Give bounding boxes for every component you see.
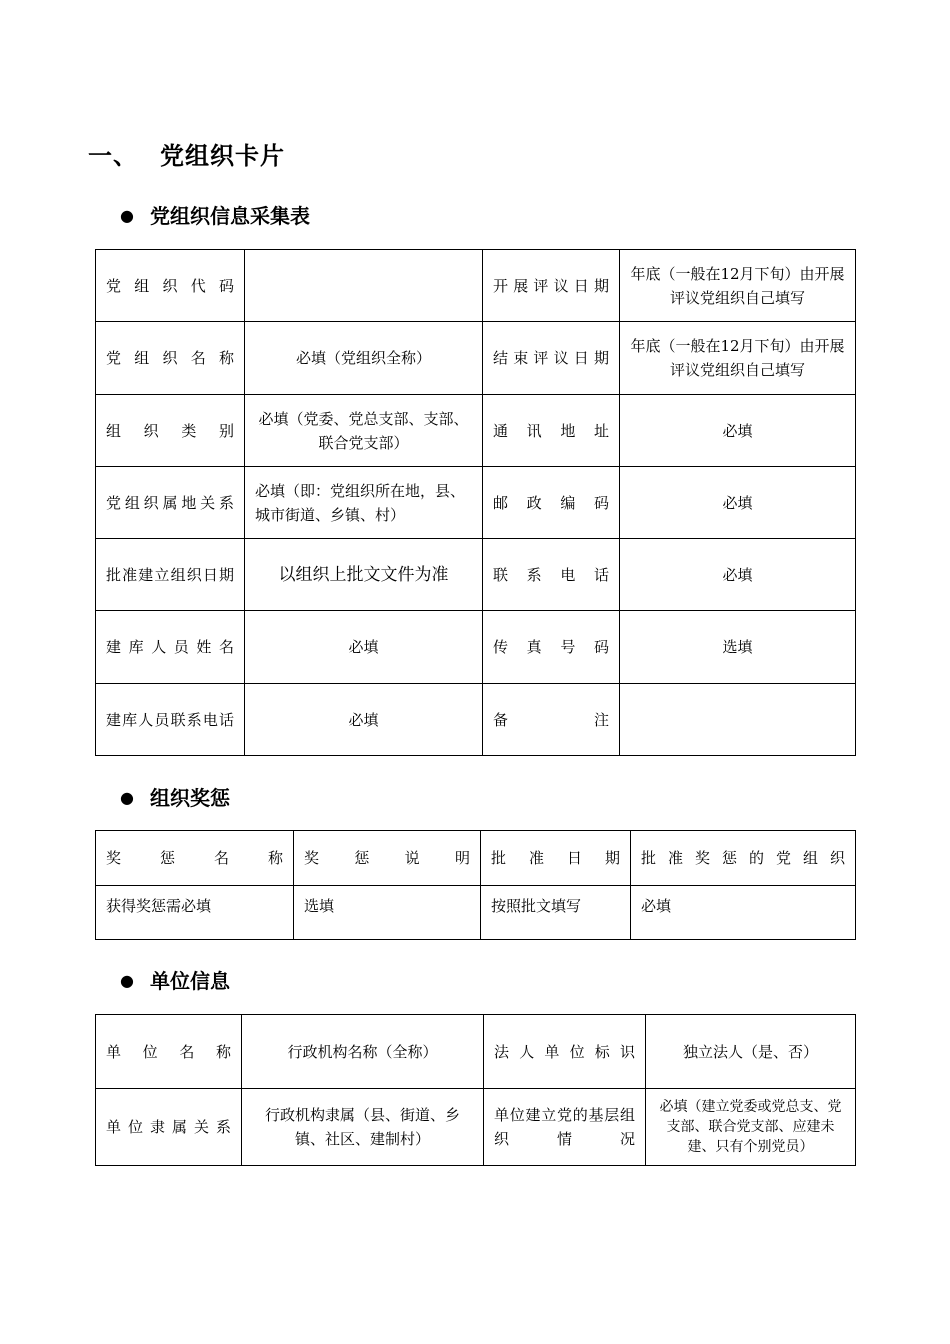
table-row [96,1089,856,1166]
section-title-unit: ● 单位信息 [120,969,230,993]
value-review-end: 年底（一般在12月下旬）由开展评议党组织自己填写 [620,322,856,395]
value-phone: 必填 [620,539,856,611]
value-reward-desc: 选填 [294,886,481,940]
bullet-icon: ● [120,788,134,807]
value-approving-org: 必填 [631,886,856,940]
section-title-info: ● 党组织信息采集表 [120,204,310,228]
section-title-rewards: ● 组织奖惩 [120,786,230,810]
value-operator-phone: 必填 [245,684,483,756]
label-fax: 传真号码 [483,611,620,684]
unit-table [95,1014,856,1166]
table-row [96,467,856,539]
label-org-code: 党组织代码 [96,250,245,322]
value-territory: 必填（即：党组织所在地，县、城市街道、乡镇、村） [245,467,483,539]
page-heading [88,136,285,171]
label-grassroots-org: 单位建立党的基层组织情况 [484,1089,646,1166]
header-approving-org: 批准奖惩的党组织 [631,831,856,886]
label-founded-date: 批准建立组织日期 [96,539,245,611]
table-row [96,1015,856,1089]
label-unit-affiliation: 单位隶属关系 [96,1089,242,1166]
table-row [96,611,856,684]
table-row [96,684,856,756]
value-founded-date: 以组织上批文文件为准 [245,539,483,611]
value-unit-name: 行政机构名称（全称） [242,1015,484,1089]
value-postcode: 必填 [620,467,856,539]
bullet-icon: ● [120,206,134,225]
label-org-name: 党组织名称 [96,322,245,395]
value-org-name: 必填（党组织全称） [245,322,483,395]
header-reward-desc: 奖惩说明 [294,831,481,886]
table-row [96,831,856,886]
label-operator-phone: 建库人员联系电话 [96,684,245,756]
heading-number: 一、 [88,142,138,170]
label-territory: 党组织属地关系 [96,467,245,539]
info-table [95,249,856,756]
label-org-type: 组织类别 [96,395,245,467]
value-unit-affiliation: 行政机构隶属（县、街道、乡镇、社区、建制村） [242,1089,484,1166]
table-row [96,539,856,611]
header-approval-date: 批准日期 [481,831,631,886]
value-remarks [620,684,856,756]
label-unit-name: 单位名称 [96,1015,242,1089]
value-reward-name: 获得奖惩需必填 [96,886,294,940]
value-fax: 选填 [620,611,856,684]
value-review-start: 年底（一般在12月下旬）由开展评议党组织自己填写 [620,250,856,322]
table-row [96,886,856,940]
value-legal-entity: 独立法人（是、否） [646,1015,856,1089]
label-remarks: 备注 [483,684,620,756]
label-operator-name: 建库人员姓名 [96,611,245,684]
label-postcode: 邮政编码 [483,467,620,539]
label-review-end: 结束评议日期 [483,322,620,395]
value-org-code [245,250,483,322]
value-org-type: 必填（党委、党总支部、支部、联合党支部） [245,395,483,467]
header-reward-name: 奖惩名称 [96,831,294,886]
table-row [96,250,856,322]
label-address: 通讯地址 [483,395,620,467]
value-operator-name: 必填 [245,611,483,684]
bullet-icon: ● [120,971,134,990]
label-legal-entity: 法人单位标识 [484,1015,646,1089]
table-row [96,322,856,395]
heading-title: 党组织卡片 [160,142,285,170]
label-phone: 联系电话 [483,539,620,611]
label-review-start: 开展评议日期 [483,250,620,322]
value-address: 必填 [620,395,856,467]
rewards-table [95,830,856,940]
value-approval-date: 按照批文填写 [481,886,631,940]
table-row [96,395,856,467]
value-grassroots-org: 必填（建立党委或党总支、党支部、联合党支部、应建未建、只有个别党员） [646,1089,856,1166]
